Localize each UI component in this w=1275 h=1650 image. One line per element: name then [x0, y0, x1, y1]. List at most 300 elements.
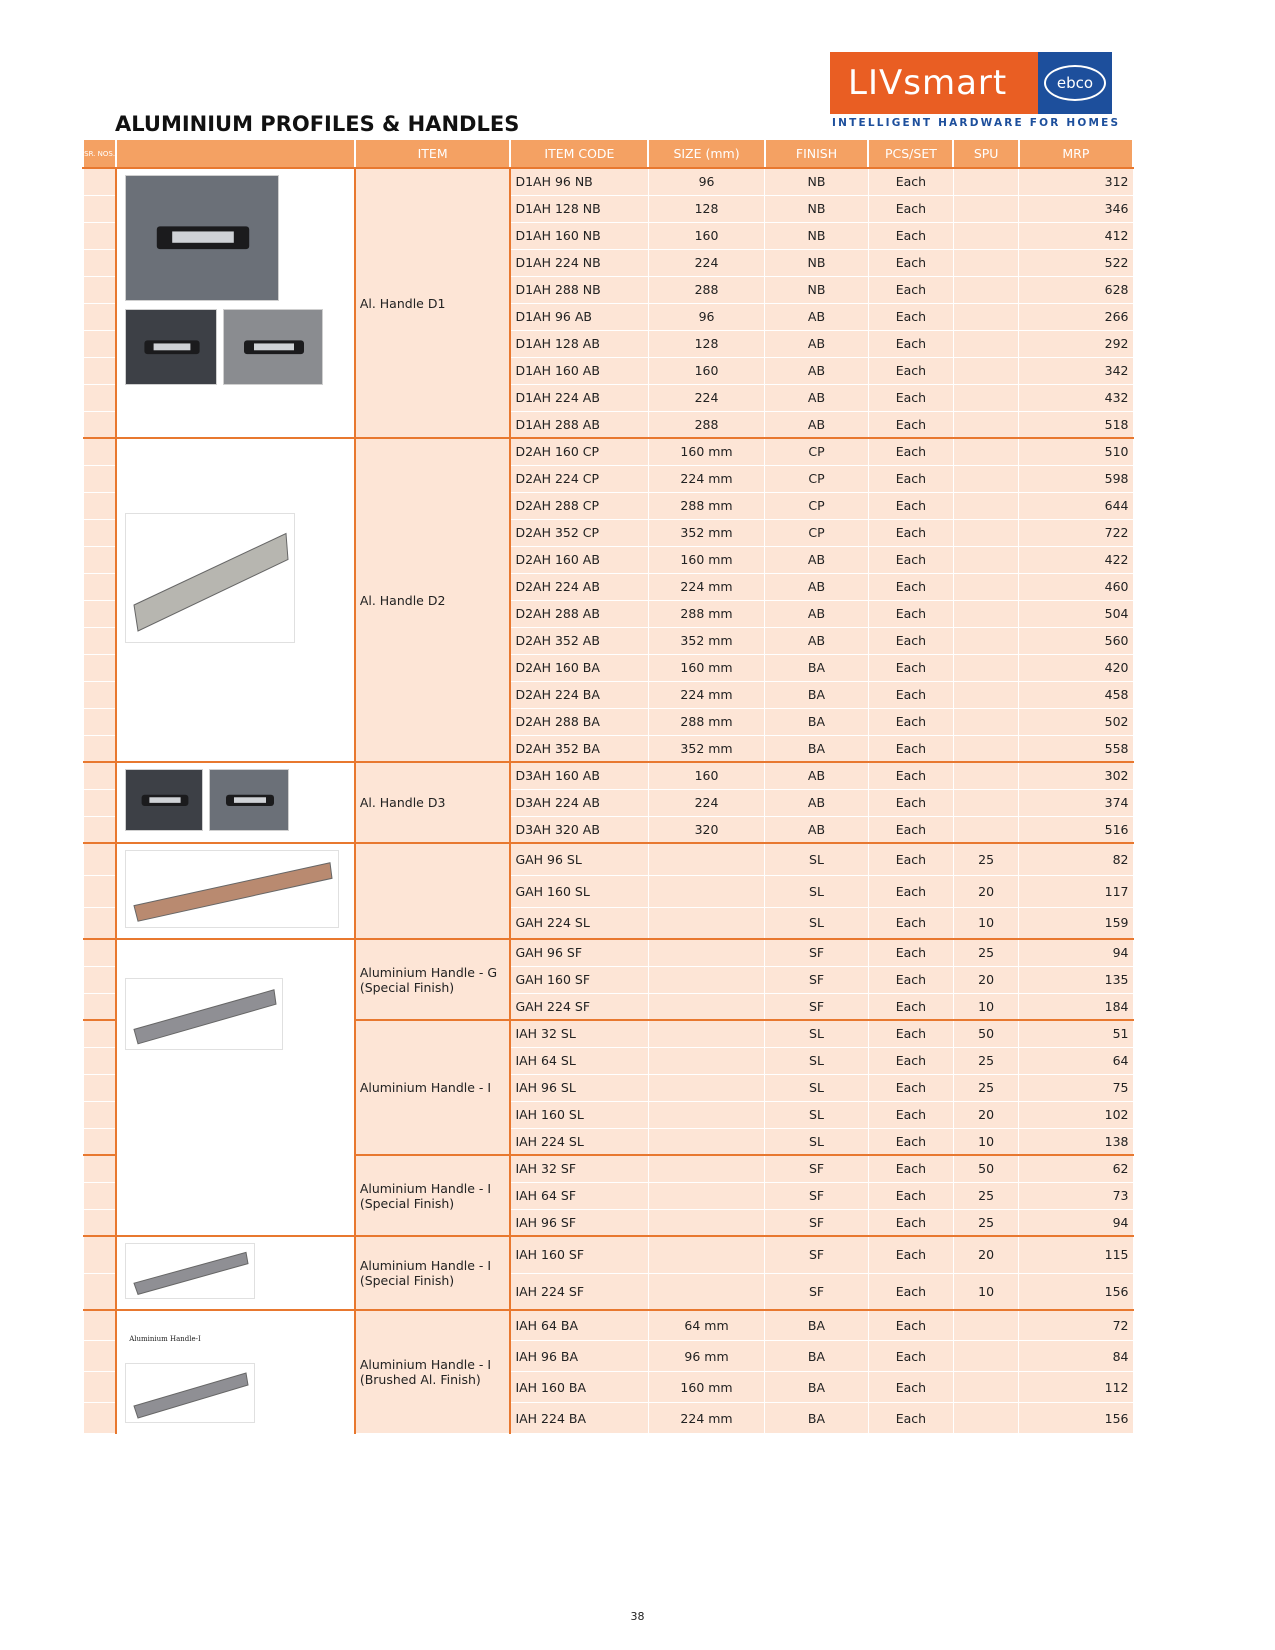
cell-finish: AB	[765, 816, 869, 843]
cell-pcs: Each	[868, 1047, 953, 1074]
livsmart-logo: LIVsmart	[830, 52, 1038, 114]
product-image-cell	[116, 168, 355, 438]
cell-mrp: 460	[1019, 573, 1133, 600]
cell-spu	[953, 600, 1018, 627]
cell-spu: 50	[953, 1155, 1018, 1182]
cell-mrp: 302	[1019, 762, 1133, 789]
cell-code: IAH 64 SL	[510, 1047, 648, 1074]
sr-cell	[83, 249, 116, 276]
cell-mrp: 342	[1019, 357, 1133, 384]
cell-mrp: 72	[1019, 1310, 1133, 1341]
cell-finish: AB	[765, 357, 869, 384]
cell-size: 160 mm	[648, 546, 764, 573]
cell-mrp: 64	[1019, 1047, 1133, 1074]
cell-mrp: 156	[1019, 1403, 1133, 1434]
cell-spu	[953, 222, 1018, 249]
cell-code: D1AH 96 NB	[510, 168, 648, 195]
ebco-logo: ebco	[1044, 65, 1106, 101]
header-spu: SPU	[953, 139, 1018, 168]
header-size: SIZE (mm)	[648, 139, 764, 168]
cell-size: 160	[648, 762, 764, 789]
cell-spu	[953, 627, 1018, 654]
cell-code: IAH 32 SF	[510, 1155, 648, 1182]
cell-finish: AB	[765, 384, 869, 411]
cell-code: D2AH 352 CP	[510, 519, 648, 546]
cell-size: 224 mm	[648, 1403, 764, 1434]
sr-cell	[83, 1403, 116, 1434]
cell-finish: CP	[765, 438, 869, 465]
cell-code: GAH 96 SF	[510, 939, 648, 966]
header-pcs: PCS/SET	[868, 139, 953, 168]
cell-code: D1AH 288 AB	[510, 411, 648, 438]
cell-spu	[953, 735, 1018, 762]
table-row	[83, 939, 1133, 966]
cell-code: D2AH 288 AB	[510, 600, 648, 627]
cell-finish: SF	[765, 993, 869, 1020]
sr-cell	[83, 357, 116, 384]
cell-code: D1AH 224 NB	[510, 249, 648, 276]
cell-code: D1AH 288 NB	[510, 276, 648, 303]
page-title: ALUMINIUM PROFILES & HANDLES	[115, 112, 520, 136]
cell-mrp: 560	[1019, 627, 1133, 654]
sr-cell	[83, 1101, 116, 1128]
cell-spu: 50	[953, 1020, 1018, 1047]
cell-pcs: Each	[868, 276, 953, 303]
cell-finish: SF	[765, 1273, 869, 1310]
cell-size: 224 mm	[648, 573, 764, 600]
cell-finish: BA	[765, 1372, 869, 1403]
cell-finish: SL	[765, 1020, 869, 1047]
cell-pcs: Each	[868, 1155, 953, 1182]
cell-mrp: 516	[1019, 816, 1133, 843]
cell-mrp: 102	[1019, 1101, 1133, 1128]
cell-mrp: 94	[1019, 1209, 1133, 1236]
cell-code: IAH 96 BA	[510, 1341, 648, 1372]
product-image-cell	[116, 843, 355, 939]
cell-size	[648, 1155, 764, 1182]
sr-cell	[83, 627, 116, 654]
cell-pcs: Each	[868, 735, 953, 762]
sr-cell	[83, 411, 116, 438]
brand-tagline: INTELLIGENT HARDWARE FOR HOMES	[832, 117, 1121, 129]
cell-code: D1AH 160 NB	[510, 222, 648, 249]
sr-cell	[83, 438, 116, 465]
handle-photo-icon	[126, 770, 204, 832]
cell-pcs: Each	[868, 600, 953, 627]
cell-size: 96	[648, 168, 764, 195]
cell-code: IAH 160 BA	[510, 1372, 648, 1403]
cell-mrp: 522	[1019, 249, 1133, 276]
cell-pcs: Each	[868, 843, 953, 875]
cell-code: D2AH 224 BA	[510, 681, 648, 708]
cell-spu: 20	[953, 966, 1018, 993]
cell-size	[648, 1182, 764, 1209]
handle-photo-icon	[224, 310, 324, 386]
sr-cell	[83, 966, 116, 993]
cell-finish: SF	[765, 1236, 869, 1273]
sr-cell	[83, 546, 116, 573]
cell-pcs: Each	[868, 1372, 953, 1403]
sr-cell	[83, 1310, 116, 1341]
sr-cell	[83, 276, 116, 303]
cell-finish: AB	[765, 303, 869, 330]
product-photo	[125, 769, 203, 831]
cell-size: 352 mm	[648, 627, 764, 654]
cell-finish: CP	[765, 519, 869, 546]
cell-finish: SL	[765, 1047, 869, 1074]
cell-size: 160 mm	[648, 1372, 764, 1403]
cell-spu: 10	[953, 1273, 1018, 1310]
cell-spu	[953, 195, 1018, 222]
cell-pcs: Each	[868, 1310, 953, 1341]
cell-pcs: Each	[868, 330, 953, 357]
cell-size	[648, 1074, 764, 1101]
cell-mrp: 420	[1019, 654, 1133, 681]
handle-photo-icon	[126, 851, 340, 929]
cell-pcs: Each	[868, 222, 953, 249]
cell-spu	[953, 1372, 1018, 1403]
cell-mrp: 518	[1019, 411, 1133, 438]
cell-finish: SF	[765, 1155, 869, 1182]
sr-cell	[83, 993, 116, 1020]
cell-mrp: 432	[1019, 384, 1133, 411]
product-image-cell	[116, 1310, 355, 1434]
cell-pcs: Each	[868, 438, 953, 465]
table-row	[83, 1236, 1133, 1273]
cell-finish: AB	[765, 411, 869, 438]
cell-spu: 25	[953, 843, 1018, 875]
cell-pcs: Each	[868, 384, 953, 411]
sr-cell	[83, 1155, 116, 1182]
cell-size: 128	[648, 330, 764, 357]
cell-size: 224 mm	[648, 465, 764, 492]
cell-code: D3AH 224 AB	[510, 789, 648, 816]
cell-spu	[953, 789, 1018, 816]
cell-spu	[953, 492, 1018, 519]
cell-mrp: 628	[1019, 276, 1133, 303]
cell-size: 224	[648, 789, 764, 816]
cell-pcs: Each	[868, 816, 953, 843]
product-image-cell	[116, 1236, 355, 1310]
cell-code: D1AH 160 AB	[510, 357, 648, 384]
cell-spu	[953, 411, 1018, 438]
sr-cell	[83, 875, 116, 907]
cell-code: D2AH 288 BA	[510, 708, 648, 735]
cell-spu: 20	[953, 1101, 1018, 1128]
cell-spu	[953, 249, 1018, 276]
product-image-cell	[116, 438, 355, 762]
cell-spu	[953, 465, 1018, 492]
cell-size	[648, 843, 764, 875]
cell-pcs: Each	[868, 249, 953, 276]
cell-mrp: 82	[1019, 843, 1133, 875]
cell-pcs: Each	[868, 939, 953, 966]
cell-finish: NB	[765, 168, 869, 195]
cell-spu: 20	[953, 875, 1018, 907]
header-item: ITEM	[355, 139, 511, 168]
cell-mrp: 266	[1019, 303, 1133, 330]
sr-cell	[83, 816, 116, 843]
cell-finish: SF	[765, 966, 869, 993]
cell-spu	[953, 276, 1018, 303]
cell-finish: BA	[765, 1403, 869, 1434]
cell-mrp: 184	[1019, 993, 1133, 1020]
cell-finish: BA	[765, 735, 869, 762]
sr-cell	[83, 1372, 116, 1403]
cell-size: 128	[648, 195, 764, 222]
sr-cell	[83, 1074, 116, 1101]
sr-cell	[83, 789, 116, 816]
cell-mrp: 510	[1019, 438, 1133, 465]
cell-size: 224	[648, 384, 764, 411]
cell-size: 352 mm	[648, 735, 764, 762]
cell-mrp: 94	[1019, 939, 1133, 966]
cell-size: 224	[648, 249, 764, 276]
cell-pcs: Each	[868, 708, 953, 735]
sr-cell	[83, 600, 116, 627]
item-name: Aluminium Handle - I	[355, 1020, 511, 1155]
sr-cell	[83, 708, 116, 735]
cell-spu	[953, 708, 1018, 735]
cell-code: D2AH 352 BA	[510, 735, 648, 762]
cell-spu	[953, 546, 1018, 573]
cell-mrp: 412	[1019, 222, 1133, 249]
cell-spu	[953, 1403, 1018, 1434]
cell-mrp: 135	[1019, 966, 1133, 993]
cell-size	[648, 966, 764, 993]
cell-mrp: 156	[1019, 1273, 1133, 1310]
table-row	[83, 1310, 1133, 1341]
cell-size: 160 mm	[648, 654, 764, 681]
sr-cell	[83, 465, 116, 492]
cell-size	[648, 1236, 764, 1273]
cell-spu: 25	[953, 1209, 1018, 1236]
cell-code: IAH 96 SL	[510, 1074, 648, 1101]
cell-finish: BA	[765, 681, 869, 708]
cell-spu	[953, 168, 1018, 195]
cell-mrp: 598	[1019, 465, 1133, 492]
sr-cell	[83, 907, 116, 939]
sr-cell	[83, 843, 116, 875]
sr-cell	[83, 1209, 116, 1236]
cell-spu	[953, 573, 1018, 600]
cell-spu	[953, 438, 1018, 465]
cell-finish: BA	[765, 1341, 869, 1372]
cell-mrp: 62	[1019, 1155, 1133, 1182]
price-table-body	[83, 168, 1133, 1434]
cell-code: IAH 224 BA	[510, 1403, 648, 1434]
handle-photo-icon	[210, 770, 290, 832]
cell-spu: 20	[953, 1236, 1018, 1273]
product-photo	[125, 1363, 255, 1423]
cell-spu: 25	[953, 1074, 1018, 1101]
cell-pcs: Each	[868, 411, 953, 438]
cell-code: D1AH 128 AB	[510, 330, 648, 357]
cell-size	[648, 1273, 764, 1310]
cell-pcs: Each	[868, 1341, 953, 1372]
product-image-cell	[116, 939, 355, 1236]
sr-cell	[83, 1020, 116, 1047]
cell-spu	[953, 816, 1018, 843]
cell-size	[648, 1101, 764, 1128]
image-caption: Aluminium Handle-I	[129, 1335, 201, 1343]
cell-pcs: Each	[868, 519, 953, 546]
cell-pcs: Each	[868, 1020, 953, 1047]
cell-code: D2AH 160 AB	[510, 546, 648, 573]
cell-pcs: Each	[868, 1182, 953, 1209]
item-name: Al. Handle D2	[355, 438, 511, 762]
cell-size	[648, 875, 764, 907]
cell-mrp: 504	[1019, 600, 1133, 627]
cell-mrp: 312	[1019, 168, 1133, 195]
header-image	[116, 139, 355, 168]
handle-photo-icon	[126, 1244, 256, 1300]
handle-photo-icon	[126, 1364, 256, 1424]
cell-pcs: Each	[868, 993, 953, 1020]
cell-finish: AB	[765, 330, 869, 357]
cell-spu	[953, 303, 1018, 330]
cell-code: D3AH 160 AB	[510, 762, 648, 789]
cell-pcs: Each	[868, 681, 953, 708]
cell-code: D1AH 128 NB	[510, 195, 648, 222]
cell-spu	[953, 384, 1018, 411]
sr-cell	[83, 492, 116, 519]
cell-finish: BA	[765, 708, 869, 735]
cell-size	[648, 1128, 764, 1155]
item-name: Aluminium Handle - I (Special Finish)	[355, 1236, 511, 1310]
cell-mrp: 374	[1019, 789, 1133, 816]
cell-pcs: Each	[868, 762, 953, 789]
cell-spu	[953, 330, 1018, 357]
cell-pcs: Each	[868, 1209, 953, 1236]
cell-mrp: 112	[1019, 1372, 1133, 1403]
cell-size: 352 mm	[648, 519, 764, 546]
sr-cell	[83, 519, 116, 546]
sr-cell	[83, 1182, 116, 1209]
sr-cell	[83, 330, 116, 357]
cell-finish: AB	[765, 627, 869, 654]
sr-cell	[83, 735, 116, 762]
cell-finish: AB	[765, 573, 869, 600]
cell-pcs: Each	[868, 966, 953, 993]
cell-pcs: Each	[868, 1128, 953, 1155]
cell-code: D2AH 160 CP	[510, 438, 648, 465]
cell-spu: 25	[953, 1047, 1018, 1074]
product-photo	[125, 175, 279, 301]
cell-pcs: Each	[868, 875, 953, 907]
sr-cell	[83, 1047, 116, 1074]
cell-size: 288 mm	[648, 600, 764, 627]
cell-size: 160 mm	[648, 438, 764, 465]
header-mrp: MRP	[1019, 139, 1133, 168]
cell-spu: 10	[953, 993, 1018, 1020]
cell-mrp: 117	[1019, 875, 1133, 907]
product-photo	[209, 769, 289, 831]
cell-spu: 10	[953, 907, 1018, 939]
cell-code: GAH 224 SF	[510, 993, 648, 1020]
cell-pcs: Each	[868, 168, 953, 195]
cell-spu	[953, 654, 1018, 681]
cell-code: GAH 96 SL	[510, 843, 648, 875]
ebco-logo-panel	[1038, 52, 1112, 114]
cell-finish: SL	[765, 1101, 869, 1128]
cell-code: IAH 224 SF	[510, 1273, 648, 1310]
cell-mrp: 502	[1019, 708, 1133, 735]
cell-finish: CP	[765, 465, 869, 492]
cell-finish: BA	[765, 654, 869, 681]
sr-cell	[83, 222, 116, 249]
cell-spu: 25	[953, 939, 1018, 966]
header-sr: SR. NOS.	[83, 139, 116, 168]
cell-spu	[953, 357, 1018, 384]
sr-cell	[83, 1236, 116, 1273]
cell-spu: 10	[953, 1128, 1018, 1155]
cell-size: 160	[648, 222, 764, 249]
product-photo	[125, 1243, 255, 1299]
cell-code: D2AH 160 BA	[510, 654, 648, 681]
cell-pcs: Each	[868, 303, 953, 330]
item-name: Al. Handle D1	[355, 168, 511, 438]
cell-code: D3AH 320 AB	[510, 816, 648, 843]
table-row	[83, 843, 1133, 875]
product-photo	[125, 850, 339, 928]
cell-code: D2AH 224 AB	[510, 573, 648, 600]
cell-size	[648, 1209, 764, 1236]
cell-finish: SF	[765, 1209, 869, 1236]
cell-pcs: Each	[868, 357, 953, 384]
cell-size: 288	[648, 276, 764, 303]
cell-spu	[953, 681, 1018, 708]
header-code: ITEM CODE	[510, 139, 648, 168]
cell-finish: NB	[765, 276, 869, 303]
cell-finish: SL	[765, 875, 869, 907]
sr-cell	[83, 303, 116, 330]
cell-pcs: Each	[868, 907, 953, 939]
sr-cell	[83, 681, 116, 708]
sr-cell	[83, 168, 116, 195]
cell-mrp: 84	[1019, 1341, 1133, 1372]
cell-pcs: Each	[868, 1101, 953, 1128]
cell-code: IAH 224 SL	[510, 1128, 648, 1155]
sr-cell	[83, 195, 116, 222]
cell-pcs: Each	[868, 1403, 953, 1434]
cell-pcs: Each	[868, 627, 953, 654]
handle-photo-icon	[126, 514, 296, 644]
product-photo	[125, 513, 295, 643]
cell-size: 64 mm	[648, 1310, 764, 1341]
cell-mrp: 75	[1019, 1074, 1133, 1101]
cell-size	[648, 1047, 764, 1074]
cell-code: D1AH 96 AB	[510, 303, 648, 330]
brand-logo	[830, 52, 1112, 114]
page-number: 38	[630, 1610, 645, 1623]
cell-size: 96	[648, 303, 764, 330]
cell-size: 160	[648, 357, 764, 384]
cell-finish: SF	[765, 939, 869, 966]
sr-cell	[83, 1128, 116, 1155]
cell-code: D2AH 224 CP	[510, 465, 648, 492]
sr-cell	[83, 573, 116, 600]
cell-pcs: Each	[868, 465, 953, 492]
header-row	[83, 139, 1133, 168]
sr-cell	[83, 762, 116, 789]
cell-code: GAH 160 SF	[510, 966, 648, 993]
table-row	[83, 762, 1133, 789]
product-image-cell	[116, 762, 355, 843]
cell-size	[648, 993, 764, 1020]
cell-size	[648, 1020, 764, 1047]
sr-cell	[83, 939, 116, 966]
